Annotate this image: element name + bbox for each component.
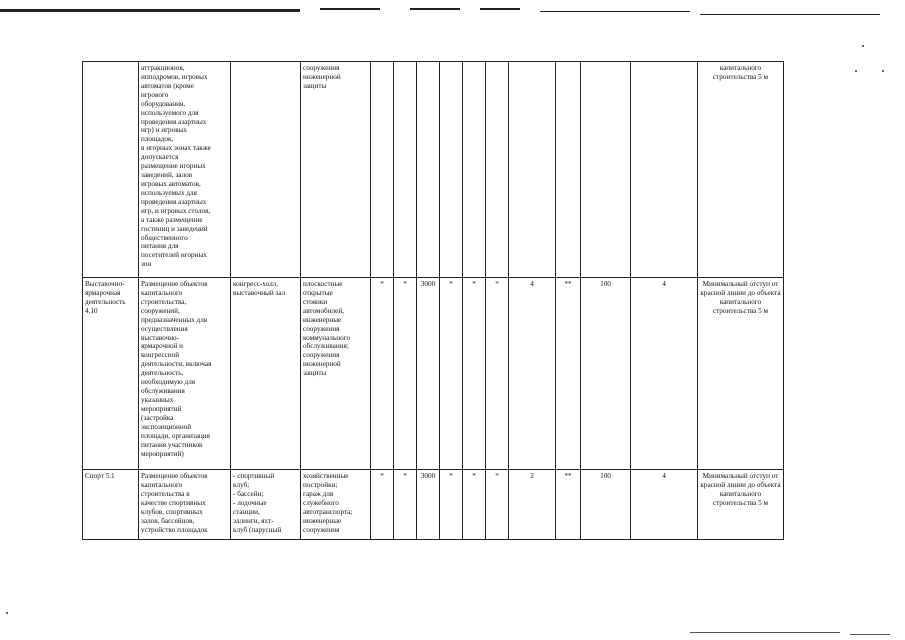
cell-param: ** (556, 470, 581, 540)
cell-param: * (371, 470, 394, 540)
cell-param: * (440, 278, 463, 470)
cell-auxiliary: хозяйственные постройки; гараж для служебного автотранспорта; инженерные сооружения (301, 470, 371, 540)
cell-param: * (463, 278, 486, 470)
cell-param: 4 (631, 470, 698, 540)
cell-purpose: Размещение объектов капитального строительства в качестве спортивных клубов, спортивных залов, бассейнов, устройство площадок (139, 470, 231, 540)
cell-param: * (486, 470, 509, 540)
table-row-continued (83, 62, 784, 278)
cell-param: 100 (581, 470, 631, 540)
cell-param: * (440, 470, 463, 540)
cell-name: Спорт 5.1 (83, 470, 139, 540)
cell-param (556, 62, 581, 278)
cell-main-uses: конгресс-холл, выставочный зал (231, 278, 301, 470)
cell-main-uses (231, 62, 301, 278)
cell-param: * (394, 470, 417, 540)
cell-param: * (486, 278, 509, 470)
cell-param: * (394, 278, 417, 470)
cell-param: 4 (509, 278, 556, 470)
scan-speck (862, 45, 864, 47)
cell-param (486, 62, 509, 278)
cell-purpose: аттракционов, ипподромов, игровых автоматов (кроме игрового оборудования, используемого для проведения азартных игр) и игровых площадок, в игорных зонах также допускается размещение игорных заведений, залов игровых автоматов, используемых для проведения азартных игр, и игровых столов, а также размещение гостиниц и заведений общественного питания для посетителей игорных зон (139, 62, 231, 278)
cell-note: Минимальный отступ от красной линии до объекта капитального строительства 5 м (698, 470, 784, 540)
cell-param: 4 (631, 278, 698, 470)
cell-param: 100 (581, 278, 631, 470)
scan-speck (6, 612, 8, 614)
cell-name (83, 62, 139, 278)
cell-param (440, 62, 463, 278)
cell-param: * (371, 278, 394, 470)
cell-param: 2 (509, 470, 556, 540)
cell-param: 3000 (417, 470, 440, 540)
cell-param (581, 62, 631, 278)
cell-param (463, 62, 486, 278)
cell-param (417, 62, 440, 278)
cell-name: Выставочно-ярмарочная деятельность 4.10 (83, 278, 139, 470)
cell-auxiliary: плоскостные открытые стоянки автомобилей, инженерные сооружения коммунального обслуживания; сооружения инженерной защиты (301, 278, 371, 470)
cell-param: ** (556, 278, 581, 470)
cell-purpose: Размещение объектов капитального строительства, сооружений, предназначенных для осуществления выставочно- ярмарочной и конгрессной деятельности, включая деятельность, необходимую для обслуживания указанных мероприятий (застройка экспозиционной площади, организация питания участников мероприятий) (139, 278, 231, 470)
cell-param (394, 62, 417, 278)
table-row-sport (83, 470, 784, 540)
cell-param (631, 62, 698, 278)
cell-param (371, 62, 394, 278)
cell-note: Минимальный отступ от красной линии до объекта капитального строительства 5 м (698, 278, 784, 470)
scan-bottom-mark (690, 632, 840, 633)
cell-param (509, 62, 556, 278)
land-use-regulations-table (82, 61, 784, 540)
scan-speck (855, 70, 857, 72)
cell-note: капитального строительства 5 м (698, 62, 784, 278)
cell-main-uses: - спортивный клуб; - бассейн; - лодочные станции, эллинги, яхт- клуб (парусный (231, 470, 301, 540)
scan-speck (882, 70, 884, 72)
scan-bottom-mark (850, 634, 890, 635)
table-row-exhibition (83, 278, 784, 470)
scan-top-border (0, 8, 905, 16)
cell-param: * (463, 470, 486, 540)
cell-auxiliary: сооружения инженерной защиты (301, 62, 371, 278)
cell-param: 3000 (417, 278, 440, 470)
